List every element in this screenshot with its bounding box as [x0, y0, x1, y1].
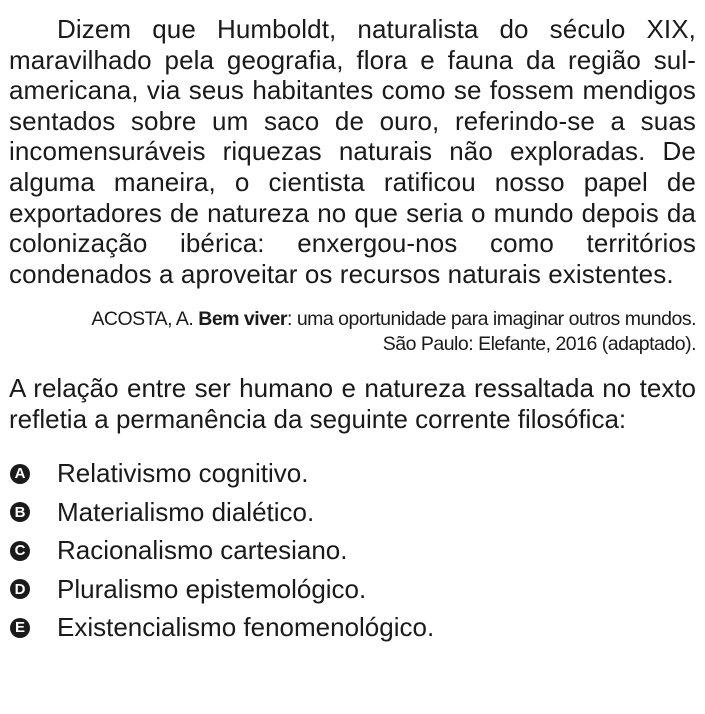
option-e[interactable] — [9, 609, 696, 648]
option-e-letter: E — [10, 618, 30, 638]
option-b-text: Materialismo dialético. — [57, 496, 315, 527]
option-c-text: Racionalismo cartesiano. — [57, 535, 348, 566]
option-c-letter: C — [10, 541, 30, 561]
citation-publication: São Paulo: Elefante, 2016 (adaptado). — [382, 333, 696, 356]
option-d-letter: D — [10, 579, 30, 599]
option-d[interactable] — [9, 570, 696, 609]
citation-subtitle: : uma oportunidade para imaginar outros mundos. — [286, 308, 696, 331]
option-d-text: Pluralismo epistemológico. — [57, 573, 367, 604]
citation-line-1 — [9, 307, 696, 332]
option-a[interactable] — [9, 455, 696, 494]
option-a-letter: A — [10, 464, 30, 484]
citation-author: ACOSTA, A. — [91, 308, 199, 331]
passage-text: Dizem que Humboldt, naturalista do século XIX, maravilhado pela geografia, flora e fauna da região sul-americana, via seus habitantes como se fossem mendigos sentados sobre um saco de ouro, referindo-se a suas incomensuráveis riquezas naturais não exploradas. De alguma maneira, o cientista ratificou nosso papel de exportadores de natureza no que seria o mundo depois da colonização ibérica: enxergou-nos como territórios condenados a aproveitar os recursos naturais existentes. — [9, 14, 696, 289]
option-c[interactable] — [9, 532, 696, 571]
citation — [9, 307, 696, 357]
option-e-text: Existencialismo fenomenológico. — [57, 612, 435, 643]
option-a-text: Relativismo cognitivo. — [57, 458, 309, 489]
option-b[interactable] — [9, 493, 696, 532]
option-b-letter: B — [10, 502, 30, 522]
question-stem: A relação entre ser humano e natureza ressaltada no texto refletia a permanência da seguinte corrente filosófica: — [9, 373, 696, 434]
citation-title: Bem viver — [198, 308, 287, 331]
answer-options — [9, 455, 696, 648]
